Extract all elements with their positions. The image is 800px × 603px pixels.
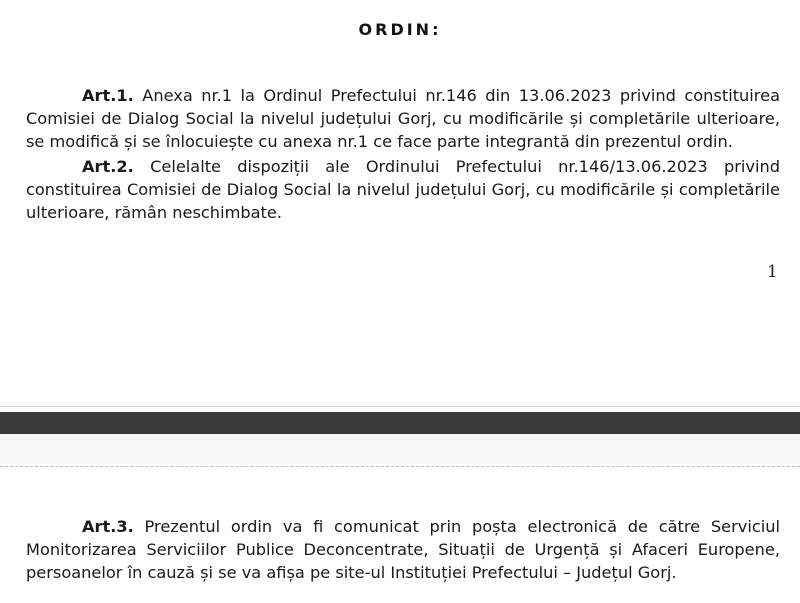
article-3-label: Art.3.	[82, 517, 134, 536]
article-2-paragraph	[26, 155, 780, 224]
document-title: ORDIN:	[358, 20, 442, 39]
article-3-paragraph	[26, 515, 780, 584]
article-1-paragraph	[26, 84, 780, 153]
article-1-text: Anexa nr.1 la Ordinul Prefectului nr.146 din 13.06.2023 privind constituirea Comisiei de Dialog Social la nivelul județului Gorj, cu modificările și completările ulterioare, se modifică și se înlocuiește cu anexa nr.1 ce face parte integrantă din prezentul ordin.	[26, 86, 780, 151]
article-2-text: Celelalte dispoziții ale Ordinului Prefectului nr.146/13.06.2023 privind constituirea Comisiei de Dialog Social la nivelul județului Gorj, cu modificările și completările ulterioare, rămân neschimbate.	[26, 157, 780, 222]
article-1-label: Art.1.	[82, 86, 134, 105]
page-separator-band	[0, 412, 800, 434]
article-2-label: Art.2.	[82, 157, 134, 176]
article-3-text: Prezentul ordin va fi comunicat prin poșta electronică de către Serviciul Monitorizarea Serviciilor Publice Deconcentrate, Situații de Urgență și Afaceri Europene, persoanelor în cauză și se va afișa pe site-ul Instituției Prefectului – Județul Gorj.	[26, 517, 780, 582]
page-edge-line	[0, 406, 800, 407]
page-number: 1	[767, 262, 778, 282]
page-separator-gap	[0, 434, 800, 464]
